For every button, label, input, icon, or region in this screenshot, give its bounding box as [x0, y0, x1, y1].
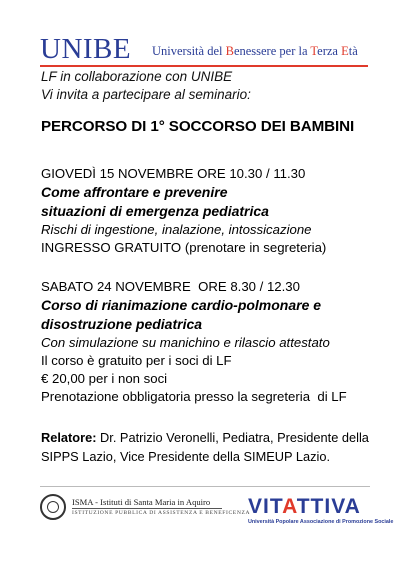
event-2-date: SABATO 24 NOVEMBRE ORE 8.30 / 12.30: [41, 279, 300, 294]
isma-name: ISMA - Istituti di Santa Maria in Aquiro: [72, 497, 211, 507]
event-2-price-members: Il corso è gratuito per i soci di LF: [41, 353, 232, 368]
isma-logo: [40, 494, 251, 526]
isma-description: ISTITUZIONE PUBBLICA DI ASSISTENZA E BENEFICENZA: [72, 510, 251, 516]
speaker-text-line-2: SIPPS Lazio, Vice Presidente della SIMEUP Lazio.: [41, 449, 331, 464]
unibe-subtitle: Università del Benessere per la Terza Età: [152, 44, 358, 58]
event-2: [41, 278, 386, 406]
event-1-topic-line-1: Come affrontare e prevenire: [41, 184, 228, 200]
vitattiva-tagline: Università Popolare Associazione di Promozione Sociale: [248, 519, 394, 525]
seminar-title: PERCORSO DI 1° SOCCORSO DEI BAMBINI: [41, 118, 355, 135]
unibe-header: [40, 34, 370, 64]
event-1-topic-line-2: situazioni di emergenza pediatrica: [41, 203, 269, 219]
speaker: [41, 428, 381, 466]
event-1: [41, 165, 386, 257]
event-2-price-non-members: € 20,00 per i non soci: [41, 371, 168, 386]
intro: [41, 68, 251, 104]
header-divider: [40, 65, 368, 67]
unibe-logo: UNIBE: [40, 33, 132, 65]
vitattiva-logo: [248, 495, 394, 529]
event-2-booking: Prenotazione obbligatoria presso la segreteria di LF: [41, 389, 347, 404]
isma-underline: [72, 508, 222, 509]
intro-line-1: LF in collaborazione con UNIBE: [41, 69, 233, 84]
intro-line-2: Vi invita a partecipare al seminario:: [41, 87, 251, 102]
event-2-topic-line-1: Corso di rianimazione cardio-polmonare e: [41, 297, 322, 313]
event-2-topic-line-2: disostruzione pediatrica: [41, 316, 203, 332]
isma-seal-icon: [40, 494, 66, 520]
speaker-text-line-1: Dr. Patrizio Veronelli, Pediatra, Presidente della: [96, 430, 369, 445]
event-1-entry: INGRESSO GRATUITO (prenotare in segreteria): [41, 240, 327, 255]
speaker-label: Relatore:: [41, 430, 97, 445]
event-2-details: Con simulazione su manichino e rilascio attestato: [41, 335, 330, 350]
footer-divider: [40, 486, 370, 487]
event-1-date: GIOVEDÌ 15 NOVEMBRE ORE 10.30 / 11.30: [41, 166, 306, 181]
vitattiva-wordmark: VITATTIVA: [248, 495, 361, 518]
event-1-details: Rischi di ingestione, inalazione, intossicazione: [41, 222, 312, 237]
